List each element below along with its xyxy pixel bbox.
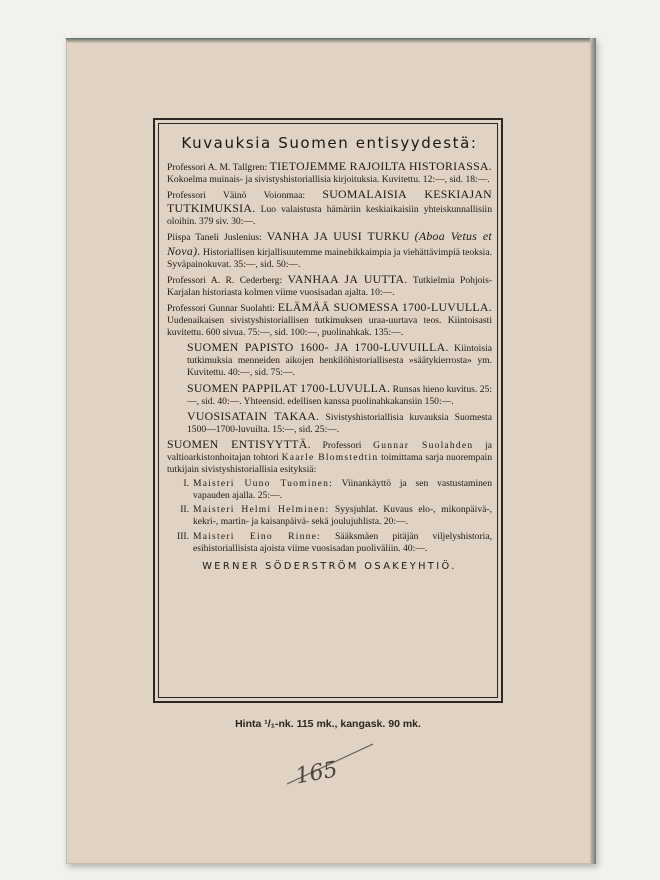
price-line: Hinta ¹/₁-nk. 115 mk., kangask. 90 mk.: [235, 718, 421, 730]
entry-desc: Kiintoisia tutkimuksia menneiden aikojen henkilöhistoriallisesta »säätykierrosta» ym. Kuvitettu. 40:—, sid. 75:—.: [187, 343, 492, 379]
series-item-number: II.: [180, 504, 189, 516]
series-editor-1: Gunnar Suolahden: [373, 439, 474, 451]
entry-title: VANHAA JA UUTTA.: [287, 271, 408, 286]
entry-desc: Kokoelma muinais- ja sivistyshistoriallisia kirjoituksia. Kuvitettu. 12:—, sid. 18:—.: [167, 174, 490, 186]
entry-title: VANHA JA UUSI TURKU: [266, 229, 410, 244]
advert-heading: Kuvauksia Suomen entisyydestä:: [181, 134, 478, 152]
entry-desc: Uudenaikaisen sivistyshistoriallisen tutkimuksen uraa-uurtava teos. Kiintoisasti kuvitettu. 600 sivua. 75:—, sid. 100:—, puolinahkak. 135:—.: [167, 315, 492, 339]
series-item-number: I.: [183, 478, 189, 490]
series-item-number: III.: [177, 530, 189, 542]
advert-frame: [153, 118, 503, 703]
entry-author: Professori A. M. Tallgren:: [167, 162, 268, 173]
entry-desc: Historiallisen kirjallisuutemme mainehikkaimpia ja viehättävimpiä teoksia. Syväpainokuvat. 35:—, sid. 50:—.: [167, 246, 492, 270]
entry-title: TIETOJEMME RAJOILTA HISTORIASSA.: [269, 159, 493, 173]
cover-top-edge: [66, 38, 596, 43]
entry-desc: Runsas hieno kuvitus. 25:—, sid. 40:—. Yhteensid. edellisen kanssa puolinahkakansiin 150:—.: [187, 383, 492, 407]
entry-author: Professori Gunnar Suolahti:: [167, 302, 275, 314]
sub-entry-vuosisatain: [167, 410, 492, 436]
entry-desc: Sivistyshistoriallisia kuvauksia Suomesta 1500—1700-luvuilta. 15:—, sid. 25:—.: [187, 411, 492, 435]
series-item-text: [193, 531, 492, 555]
pencil-note: 165: [293, 757, 340, 790]
entry-desc: Tutkielmia Pohjois-Karjalan historiasta kolmen viime vuosisadan ajalta. 10:—.: [167, 274, 492, 298]
series-item-text: [193, 478, 492, 502]
series-title: SUOMEN ENTISYYTTÄ.: [167, 436, 311, 451]
series-item-author: Maisteri Uuno Tuominen:: [193, 478, 333, 490]
entry-title: ELÄMÄÄ SUOMESSA 1700-LUVULLA.: [277, 299, 492, 314]
series-item-author: Maisteri Helmi Helminen:: [193, 504, 330, 516]
entry-desc: Luo valaistusta hämäriin keskiaikaisiin yhteiskunnallisiin oloihin. 379 siv. 30:—.: [167, 204, 492, 228]
series-item-desc: Syysjuhlat. Kuvaus elo-, mikonpäivä-, kekri-, martin- ja kaisanpäivä- sekä joulujuhlista. 20:—.: [193, 504, 492, 528]
entry-title: SUOMALAISIA KESKIAJAN TUTKIMUKSIA.: [167, 187, 492, 216]
entry-author: Professori Väinö Voionmaa:: [167, 190, 306, 202]
publisher-name: WERNER SÖDERSTRÖM OSAKEYHTIÖ.: [202, 560, 457, 572]
series-item-2: [167, 504, 492, 528]
series-item-desc: Viinankäyttö ja sen vastustaminen vapauden ajalla. 25:—.: [193, 478, 492, 502]
entry-cederberg: [167, 273, 492, 299]
entry-title: SUOMEN PAPISTO 1600- JA 1700-LUVUILLA.: [187, 340, 449, 355]
series-desc-suffix: toimittama sarja nuorempain tutkijain sivistyshistoriallisia esityksiä:: [167, 451, 492, 476]
entry-author: Professori A. R. Cederberg:: [167, 274, 283, 286]
entry-title-extra: (Aboa Vetus et Nova).: [167, 229, 492, 258]
entry-juslenius: [167, 230, 492, 270]
pencil-annotation: [285, 740, 375, 790]
series-item-3: [167, 531, 492, 555]
series-intro: [167, 438, 492, 476]
series-item-text: [193, 504, 492, 528]
entry-tallgren: [167, 160, 492, 186]
entry-voionmaa: [167, 188, 492, 228]
series-item-1: [167, 478, 492, 502]
cover-spine-edge: [590, 38, 596, 864]
series-editor-2: Kaarle Blomstedtin: [281, 451, 379, 463]
sub-entry-pappilat: [167, 382, 492, 408]
series-item-author: Maisteri Eino Rinne:: [193, 530, 321, 542]
entry-title: VUOSISATAIN TAKAA.: [187, 408, 320, 423]
series-desc-prefix: Professori: [322, 439, 362, 451]
entry-title: SUOMEN PAPPILAT 1700-LUVULLA.: [187, 380, 391, 395]
series-item-desc: Sääksmäen pitäjän viljelyshistoria, esihistoriallisista ajoista viime vuosisadan puoliväliin. 40:—.: [193, 530, 492, 554]
entry-author: Piispa Taneli Juslenius:: [167, 232, 262, 244]
entry-suolahti: [167, 301, 492, 339]
sub-entry-papisto: [167, 341, 492, 379]
series-desc-mid: ja valtioarkistonhoitajan tohtori: [167, 439, 492, 463]
